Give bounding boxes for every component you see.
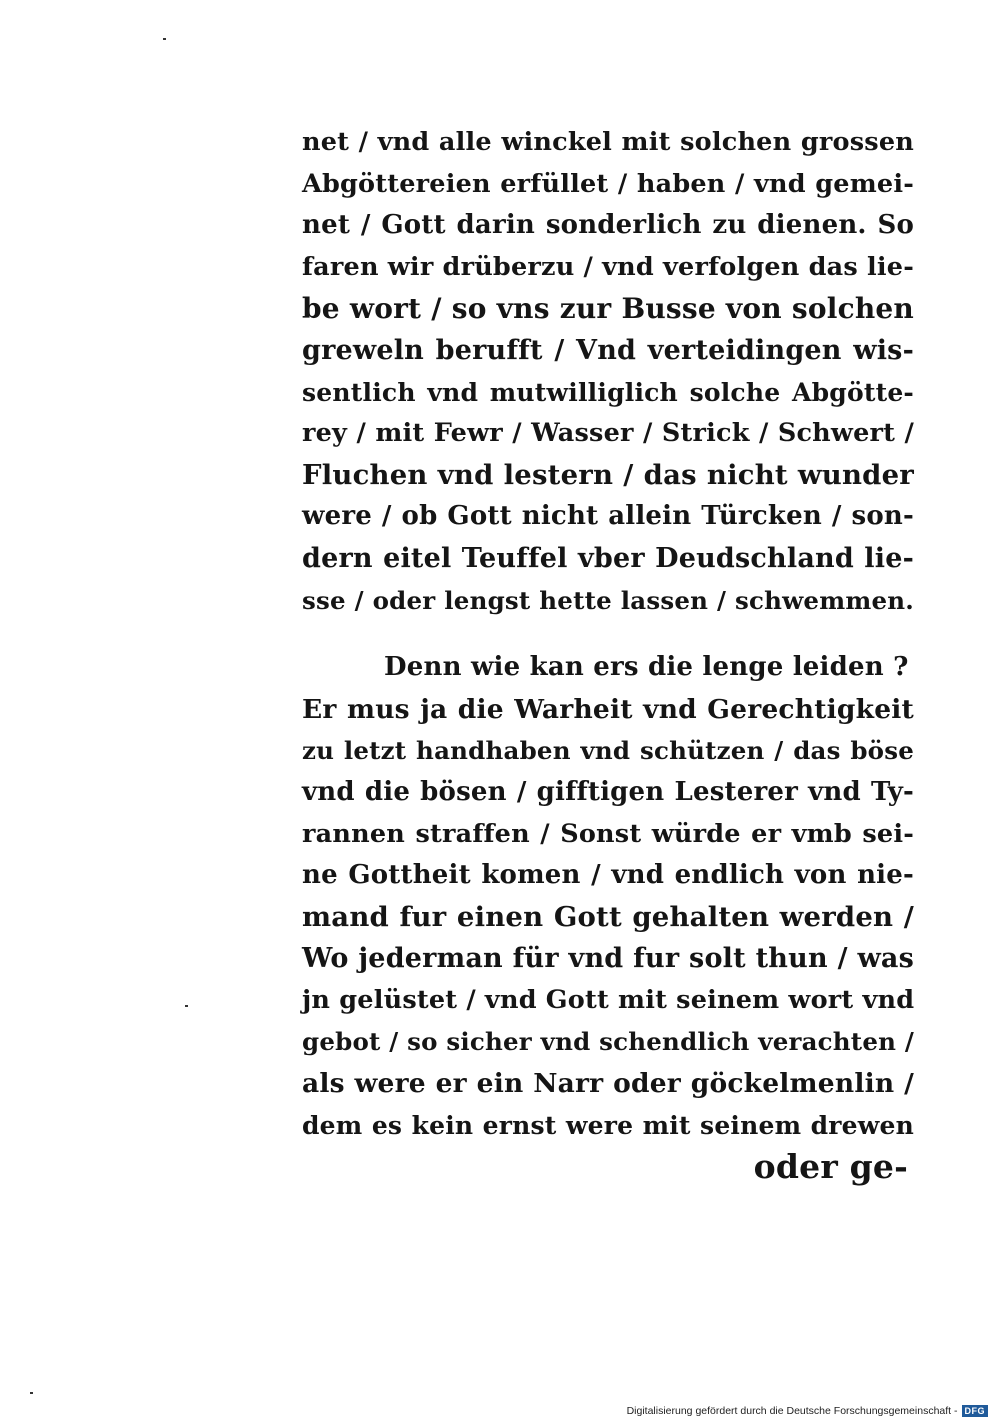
text-line: Denn wie kan ers die lenge leiden ? xyxy=(384,652,909,683)
scan-speck xyxy=(30,1392,33,1394)
text-line: greweln berufft / Vnd verteidingen wis- xyxy=(302,334,914,366)
text-line: als were er ein Narr oder göckelmenlin / xyxy=(302,1068,914,1100)
text-line: net / Gott darin sonderlich zu dienen. So xyxy=(302,210,914,241)
text-line: were / ob Gott nicht allein Türcken / son- xyxy=(302,501,914,532)
text-line: be wort / so vns zur Busse von solchen xyxy=(302,292,914,326)
dfg-logo-icon: DFG xyxy=(962,1405,989,1417)
text-block xyxy=(302,122,914,1188)
text-line: rey / mit Fewr / Wasser / Strick / Schwert / xyxy=(302,418,914,449)
text-line: ne Gottheit komen / vnd endlich von nie- xyxy=(302,860,914,891)
text-line: Er mus ja die Warheit vnd Gerechtigkeit xyxy=(302,693,914,725)
catchword: oder ge- xyxy=(753,1147,908,1187)
funding-credit: Digitalisierung gefördert durch die Deutsche Forschungsgemeinschaft - xyxy=(626,1405,958,1417)
text-line: Wo jederman für vnd fur solt thun / was xyxy=(302,943,914,975)
text-line: dem es kein ernst were mit seinem drewen xyxy=(302,1110,914,1140)
paragraph-2 xyxy=(302,647,914,1188)
paragraph-1 xyxy=(302,122,914,621)
digitization-footer xyxy=(627,1405,988,1417)
text-line: sse / oder lengst hette lassen / schwemmen. xyxy=(302,585,914,615)
text-line: dern eitel Teuffel vber Deudschland lie- xyxy=(302,542,914,574)
text-line: net / vnd alle winckel mit solchen grossen xyxy=(302,127,914,157)
text-line: Fluchen vnd lestern / das nicht wunder xyxy=(302,458,914,491)
text-line: jn gelüstet / vnd Gott mit seinem wort vnd xyxy=(302,984,915,1015)
scan-speck xyxy=(185,1005,188,1007)
text-line: faren wir drüberzu / vnd verfolgen das lie- xyxy=(302,251,914,282)
text-line: sentlich vnd mutwilliglich solche Abgötte- xyxy=(302,377,914,407)
text-line: zu letzt handhaben vnd schützen / das böse xyxy=(302,736,914,766)
text-line: rannen straffen / Sonst würde er vmb sei- xyxy=(302,818,914,849)
text-line: vnd die bösen / gifftigen Lesterer vnd Ty- xyxy=(302,776,914,807)
scan-speck xyxy=(163,38,166,40)
text-line: mand fur einen Gott gehalten werden / xyxy=(302,900,914,933)
text-line: Abgöttereien erfüllet / haben / vnd gemei- xyxy=(302,168,914,199)
text-line: gebot / so sicher vnd schendlich verachten / xyxy=(302,1027,915,1057)
